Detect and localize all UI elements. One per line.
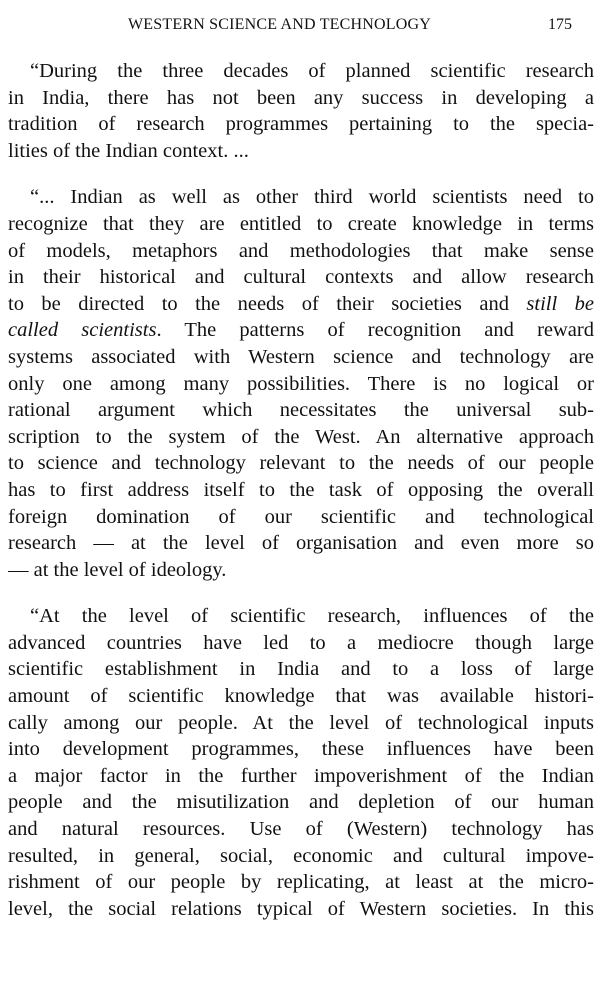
text-line: scription to the system of the West. An alternative approach	[8, 425, 594, 448]
text-line: people and the misutilization and depletion of our human	[8, 791, 594, 814]
text-line: research — at the level of organisation and even more so	[8, 532, 594, 555]
text-line: only one among many possibilities. There is no logical or	[8, 372, 594, 395]
text-line: level, the social relations typical of Western societies. In this	[8, 897, 594, 920]
text-line: resulted, in general, social, economic and cultural impove-	[8, 844, 594, 867]
text-line: recognize that they are entitled to create knowledge in terms	[8, 212, 594, 235]
text-line: “During the three decades of planned scientific research	[30, 60, 594, 82]
text-line: amount of scientific knowledge that was available histori-	[8, 685, 594, 708]
text-line-normal: to be directed to the needs of their societies and	[8, 292, 527, 315]
text-line: rational argument which necessitates the universal sub-	[8, 399, 594, 422]
body-text	[8, 58, 594, 942]
text-line-with-italic	[8, 317, 594, 344]
text-line: rishment of our people by replicating, at least at the micro-	[8, 871, 594, 894]
text-line: tradition of research programmes pertaining to the specia-	[8, 113, 594, 136]
text-line: advanced countries have led to a mediocre though large	[8, 631, 594, 654]
text-line: into development programmes, these influences have been	[8, 738, 594, 761]
text-line-italic: called scientists	[8, 319, 157, 342]
text-line: of models, metaphors and methodologies that make sense	[8, 239, 594, 262]
text-line-normal: . The patterns of recognition and reward	[156, 319, 594, 342]
text-line-with-italic	[8, 291, 594, 318]
text-line: and natural resources. Use of (Western) technology has	[8, 818, 594, 841]
quote-paragraph-1	[8, 58, 594, 164]
text-line: scientific establishment in India and to a loss of large	[8, 658, 594, 681]
page-number: 175	[548, 16, 572, 33]
text-line: in India, there has not been any success in developing a	[8, 86, 594, 109]
text-line: in their historical and cultural contexts and allow research	[8, 266, 594, 289]
running-title: WESTERN SCIENCE AND TECHNOLOGY	[128, 16, 432, 33]
text-line: foreign domination of our scientific and technological	[8, 505, 594, 528]
text-line: has to first address itself to the task of opposing the overall	[8, 478, 594, 501]
text-line: cally among our people. At the level of technological inputs	[8, 711, 594, 734]
text-line: — at the level of ideology.	[8, 558, 227, 581]
text-line: to science and technology relevant to the needs of our people	[8, 452, 594, 475]
text-line-italic: still be	[526, 292, 594, 315]
text-line: “At the level of scientific research, influences of the	[30, 605, 594, 628]
text-line: systems associated with Western science and technology are	[8, 345, 594, 368]
quote-paragraph-3	[8, 603, 594, 922]
running-head	[8, 16, 572, 42]
quote-paragraph-2	[8, 184, 594, 583]
text-line: “... Indian as well as other third world scientists need to	[30, 186, 594, 209]
text-line: lities of the Indian context. ...	[8, 139, 249, 162]
text-line: a major factor in the further impoverishment of the Indian	[8, 764, 594, 787]
